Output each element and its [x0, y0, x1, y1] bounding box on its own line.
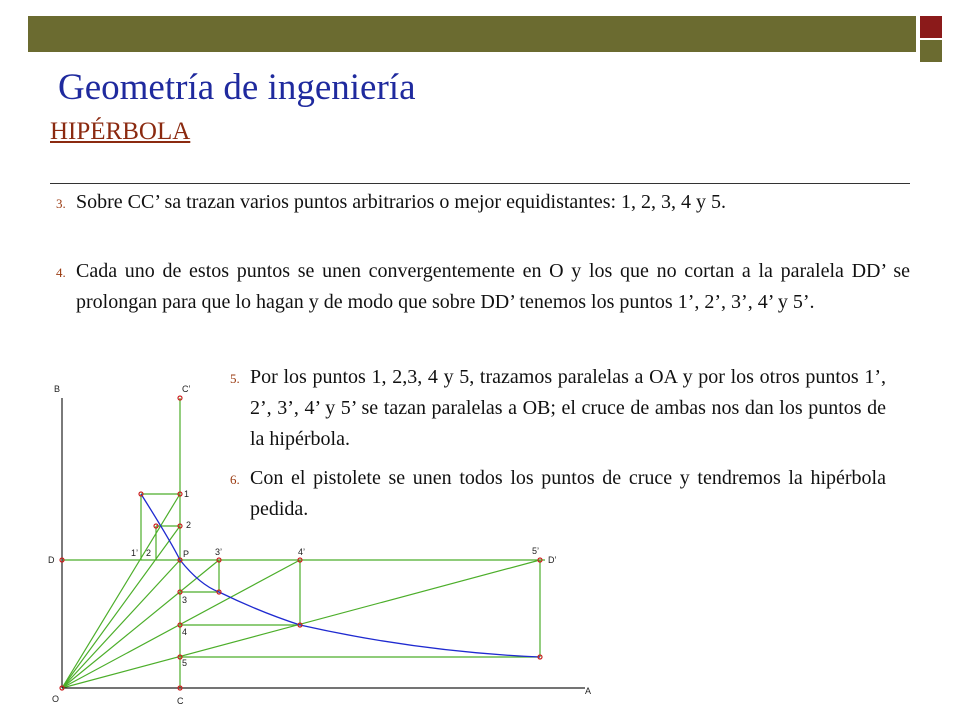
- label-5-prime: 5’: [532, 546, 540, 556]
- ray-o-p: [62, 560, 180, 688]
- label-4: 4: [182, 627, 188, 637]
- list-number: 5.: [230, 371, 240, 386]
- list-text: Sobre CC’ sa trazan varios puntos arbitrarios o mejor equidistantes: 1, 2, 3, 4 y 5.: [76, 191, 727, 213]
- label-4-prime: 4’: [298, 547, 306, 557]
- label-c: C: [177, 696, 184, 706]
- slide-subtitle-link[interactable]: HIPÉRBOLA: [50, 118, 191, 145]
- label-o: O: [52, 694, 60, 704]
- diagram-labels: [48, 384, 591, 706]
- list-item-3: [56, 187, 910, 218]
- label-2-prime: 2: [146, 548, 152, 558]
- label-3-prime: 3’: [215, 547, 223, 557]
- points: [60, 396, 542, 690]
- label-d: D: [48, 555, 55, 565]
- label-3: 3: [182, 595, 188, 605]
- list-text: Con el pistolete se unen todos los puntos de cruce y tendremos la hipérbola pedida.: [250, 467, 886, 520]
- label-d-prime: D’: [548, 555, 557, 565]
- label-5: 5: [182, 658, 188, 668]
- header-bar: [28, 16, 916, 52]
- label-a: A: [585, 686, 592, 696]
- label-b: B: [54, 384, 61, 394]
- label-c-prime: C’: [182, 384, 191, 394]
- hyperbola-construction-diagram: [30, 368, 610, 708]
- list-text: Por los puntos 1, 2,3, 4 y 5, trazamos paralelas a OA y por los otros puntos 1’, 2’, 3’, 4’ y 5’ se tazan paralelas a OB; el cruce de ambas nos dan los puntos de la hipérbola.: [250, 366, 886, 450]
- construction-lines: [62, 398, 545, 688]
- corner-square-olive: [920, 40, 942, 62]
- slide-title: Geometría de ingeniería: [58, 67, 416, 108]
- ray-o-3: [62, 560, 219, 688]
- label-1-prime: 1’: [131, 548, 139, 558]
- label-p: P: [183, 549, 190, 559]
- label-1: 1: [184, 489, 190, 499]
- list-text: Cada uno de estos puntos se unen convergentemente en O y los que no cortan a la paralela DD’ se prolongan para que lo hagan y de modo que sobre DD’ tenemos los puntos 1’, 2’, 3’, 4’ y 5’.: [76, 260, 910, 313]
- divider-line: [50, 183, 910, 184]
- list-number: 4.: [56, 265, 66, 280]
- list-number: 6.: [230, 472, 240, 487]
- list-number: 3.: [56, 196, 66, 211]
- ray-o-1: [62, 494, 180, 688]
- label-2: 2: [186, 520, 192, 530]
- list-item-4: [56, 256, 910, 318]
- corner-square-red: [920, 16, 942, 38]
